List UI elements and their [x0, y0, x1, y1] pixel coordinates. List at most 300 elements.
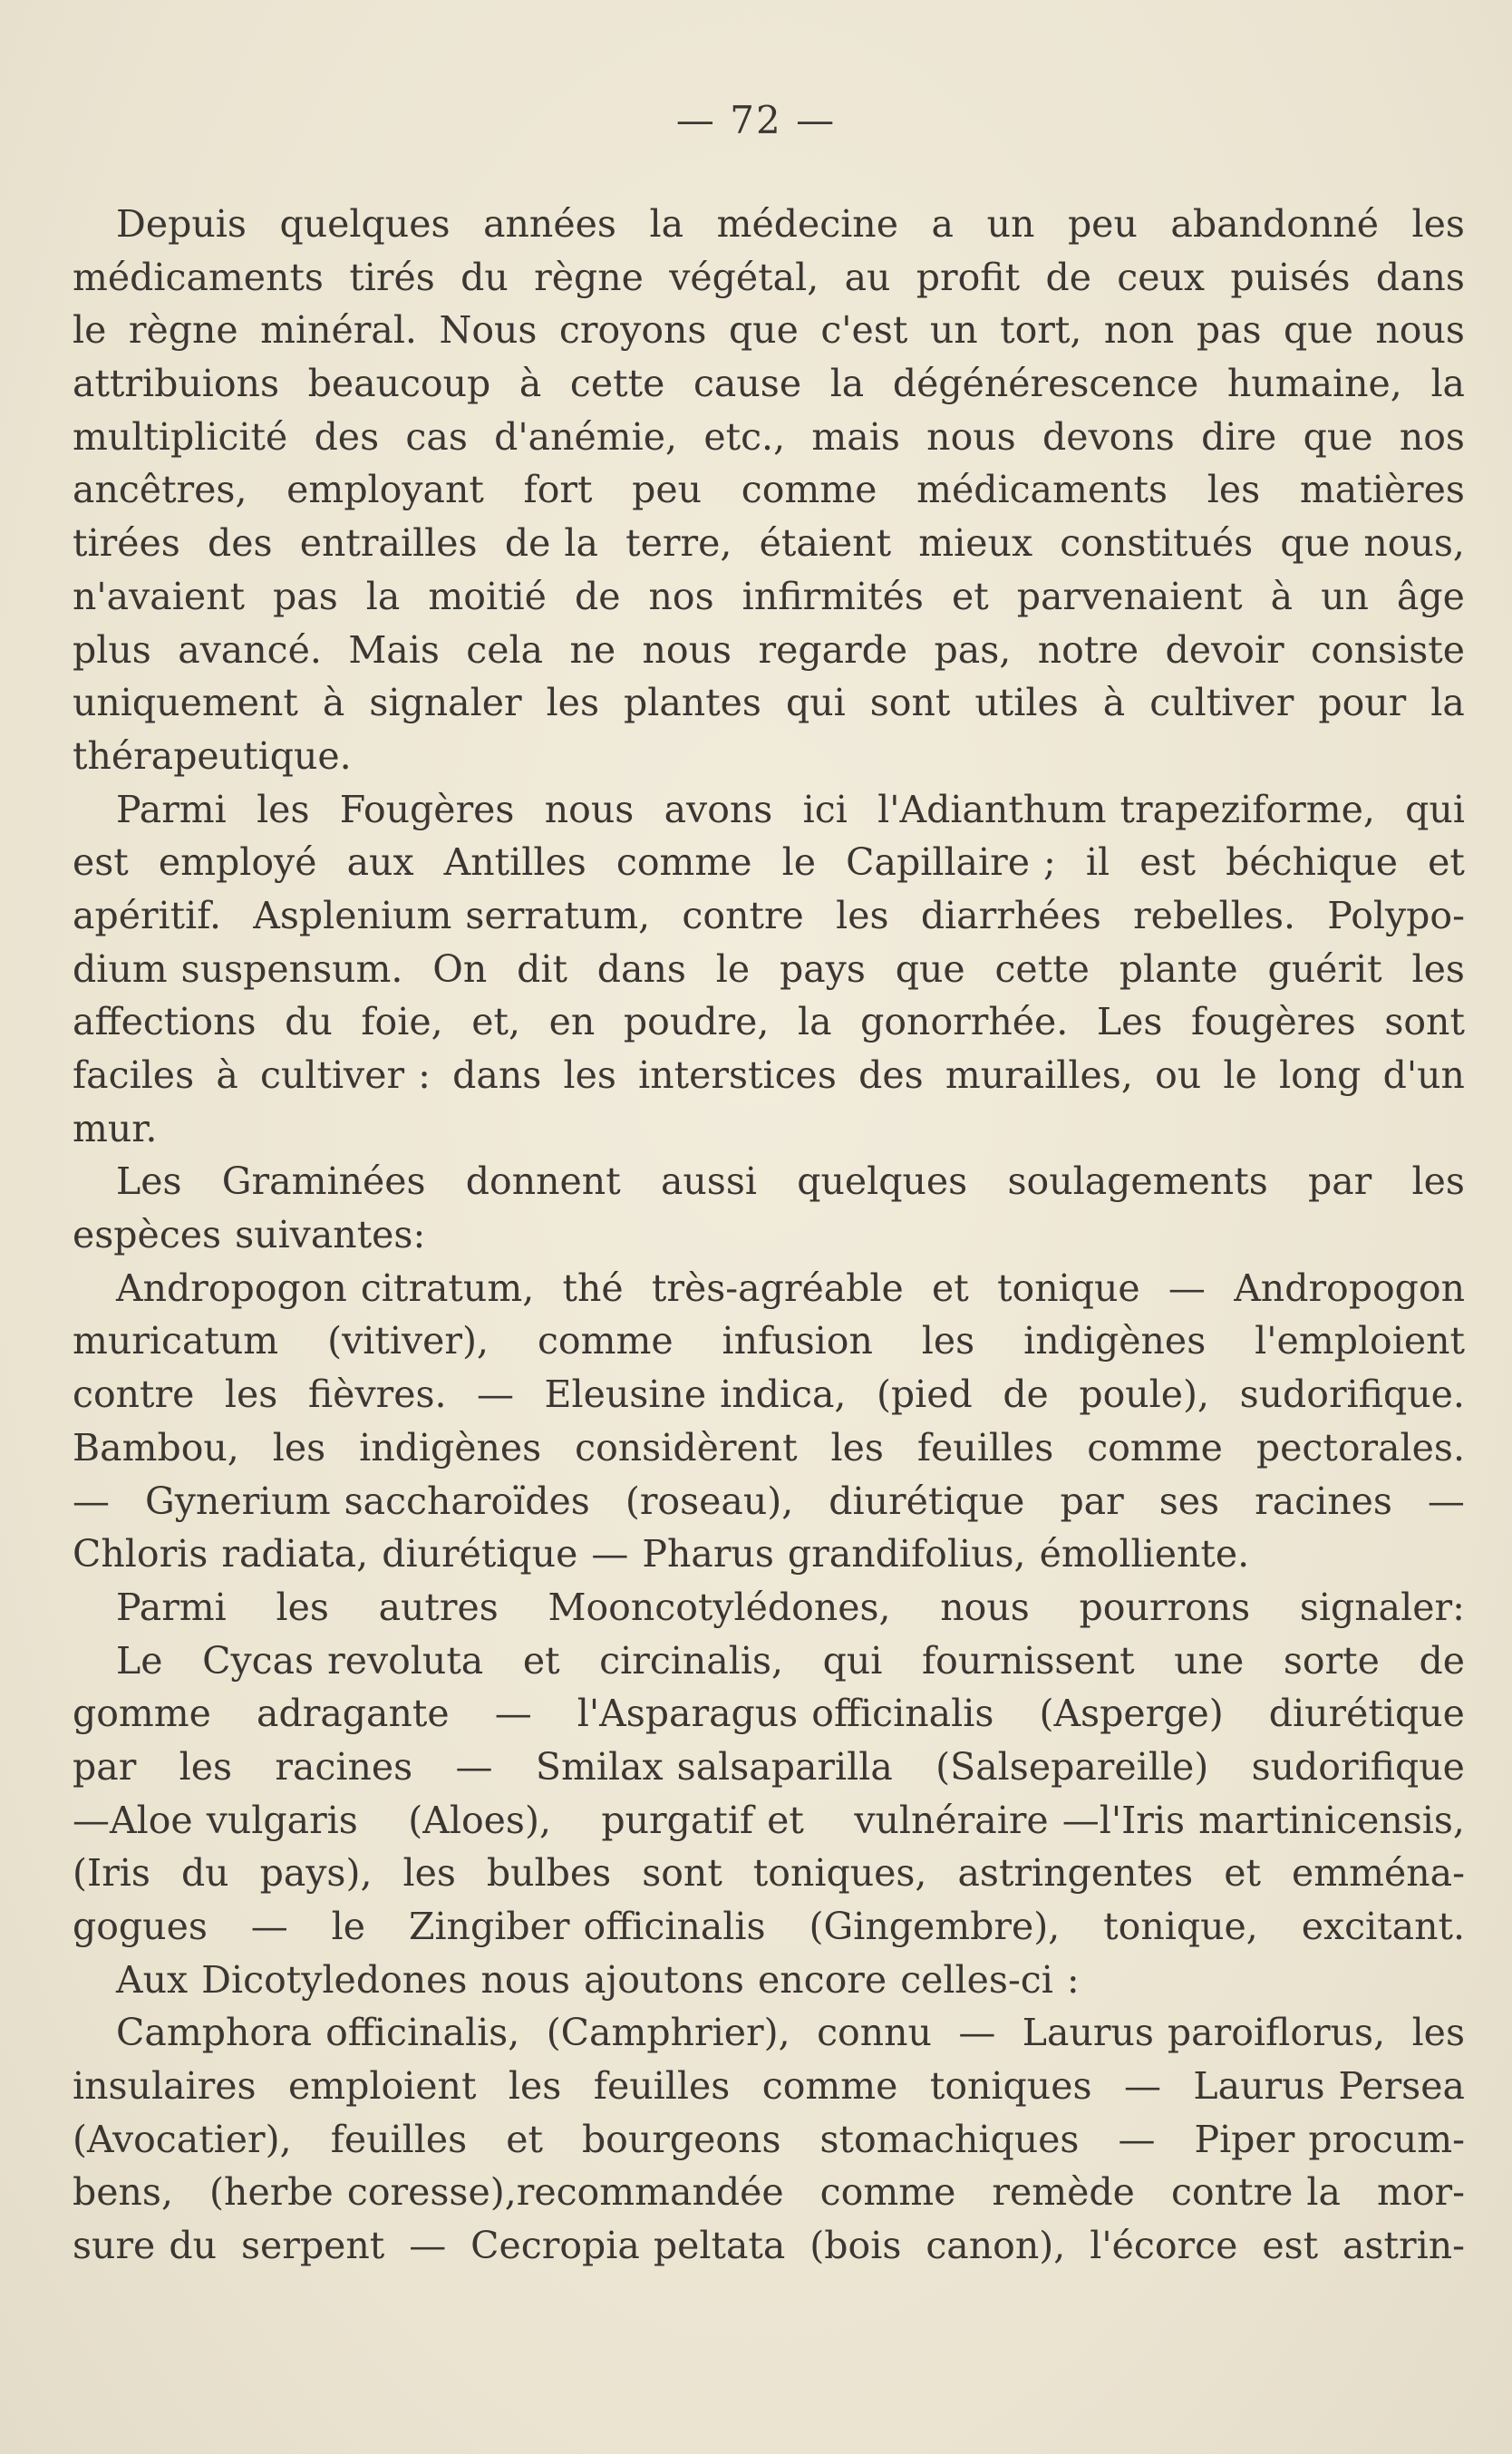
word: Camphora officinalis,: [116, 2011, 520, 2055]
word: sont: [869, 681, 951, 725]
word: —: [409, 2224, 447, 2268]
word: diurétique: [382, 1532, 592, 1576]
word: diurétique: [829, 1479, 1025, 1523]
word: c'est: [820, 308, 908, 353]
word: les: [830, 1425, 884, 1469]
word: astrin-: [1342, 2224, 1465, 2268]
word: bulbes: [486, 1851, 612, 1896]
word: les: [257, 787, 310, 831]
word: cette: [994, 946, 1090, 991]
word: comme: [1087, 1425, 1223, 1469]
word: Cecropia peltata: [470, 2224, 786, 2268]
text-line: [73, 1102, 1465, 1156]
word: du: [180, 1851, 229, 1896]
word: Zingiber officinalis: [408, 1905, 766, 1948]
word: les: [1411, 2011, 1465, 2055]
word: matières: [1299, 468, 1465, 512]
word: infusion: [722, 1319, 873, 1363]
word: cultiver: [1149, 681, 1294, 725]
word: Asplenium serratum,: [253, 893, 651, 937]
word: tonique: [997, 1266, 1140, 1310]
word: nous: [544, 787, 635, 831]
word: moitié: [428, 574, 547, 618]
word: le: [715, 946, 751, 991]
word: comme: [615, 840, 752, 885]
word: Smilax salsaparilla: [535, 1744, 893, 1789]
word: en: [548, 1000, 596, 1044]
word: diurétique: [1268, 1692, 1465, 1736]
text-line: [73, 836, 1465, 889]
word: Laurus Persea: [1193, 2064, 1465, 2109]
word: apéritif.: [73, 893, 221, 937]
word: cultiver :: [259, 1053, 431, 1097]
word: cas: [405, 414, 468, 459]
word: dans: [596, 946, 686, 991]
word: Andropogon: [1234, 1266, 1465, 1310]
word: (Camphrier),: [546, 2011, 790, 2055]
word: bens,: [73, 2170, 173, 2215]
word: ou: [1155, 1053, 1202, 1097]
text-line: [73, 1314, 1465, 1368]
text-line: [73, 1794, 1465, 1848]
word: muricatum: [73, 1319, 279, 1363]
word: fournissent: [921, 1638, 1135, 1683]
word: long: [1278, 1053, 1362, 1097]
word: l'écorce: [1090, 2224, 1238, 2268]
word: mieux: [918, 521, 1033, 566]
word: la: [1430, 681, 1465, 725]
word: ancêtres,: [73, 468, 247, 512]
word: nous: [926, 414, 1016, 459]
word: et: [951, 574, 989, 618]
word: cause: [693, 362, 802, 406]
word: insulaires: [73, 2064, 257, 2109]
text-line: [73, 2166, 1465, 2219]
word: celles-ci :: [900, 1957, 1080, 2002]
word: signaler: [369, 681, 522, 725]
word: canon),: [926, 2224, 1066, 2268]
word: Cycas revoluta: [202, 1638, 484, 1683]
word: non: [1103, 308, 1175, 353]
word: —: [494, 1692, 532, 1736]
word: par: [1060, 1479, 1124, 1523]
word: (Gingembre),: [809, 1905, 1061, 1948]
word: emploient: [288, 2064, 477, 2109]
word: autres: [378, 1585, 499, 1629]
word: ceux: [1117, 255, 1206, 299]
word: mur.: [73, 1106, 158, 1150]
word: de: [1003, 1372, 1049, 1417]
word: sont: [642, 1851, 722, 1896]
word: les: [563, 1053, 616, 1097]
word: nous: [940, 1585, 1030, 1629]
word: humaine,: [1226, 362, 1402, 406]
text-line: [73, 1581, 1465, 1634]
word: que: [1303, 414, 1373, 459]
word: Mooncotylédones,: [548, 1585, 891, 1629]
word: Capillaire ;: [846, 840, 1056, 885]
text-line: [73, 889, 1465, 943]
word: Chloris radiata,: [73, 1532, 383, 1576]
word: comme: [761, 2064, 898, 2109]
word: Dicotyledones: [201, 1957, 481, 2002]
word: il: [1085, 840, 1110, 885]
word: de la: [504, 521, 598, 566]
text-line: [73, 411, 1465, 464]
word: que: [1284, 308, 1353, 353]
word: plante: [1119, 946, 1238, 991]
word: médicaments: [916, 468, 1168, 512]
word: contre: [682, 893, 804, 937]
word: murailles,: [945, 1053, 1133, 1097]
word: aussi: [660, 1159, 757, 1204]
word: et: [1224, 1851, 1261, 1896]
word: signaler:: [1299, 1585, 1465, 1629]
word: thé: [562, 1266, 624, 1310]
word: le: [73, 308, 107, 353]
word: Depuis: [116, 202, 247, 246]
word: toniques: [929, 2064, 1092, 2109]
word: que nous,: [1280, 521, 1465, 566]
word: (herbe coresse),recommandée: [209, 2170, 784, 2215]
word: tort,: [1000, 308, 1082, 353]
word: attribuions: [73, 362, 280, 406]
word: —Aloe vulgaris: [73, 1798, 358, 1842]
text-line: [73, 251, 1465, 305]
word: serpent: [240, 2224, 385, 2268]
word: interstices: [638, 1053, 837, 1097]
word: aux: [346, 840, 414, 885]
word: (roseau),: [625, 1479, 794, 1523]
word: racines: [1255, 1479, 1392, 1523]
word: les: [402, 1851, 456, 1896]
word: —: [250, 1905, 288, 1948]
word: feuilles: [593, 2064, 731, 2109]
word: un: [986, 202, 1035, 246]
word: la: [797, 1000, 832, 1044]
word: l'Adianthum trapeziforme,: [877, 787, 1375, 831]
word: à: [519, 362, 542, 406]
word: pays: [779, 946, 866, 991]
word: soulagements: [1007, 1159, 1268, 1204]
text-line: [73, 198, 1465, 251]
text-line: [73, 1475, 1465, 1528]
word: Andropogon citratum,: [116, 1266, 535, 1310]
word: de: [1419, 1638, 1465, 1683]
word: qui: [1405, 787, 1465, 831]
word: faciles: [73, 1053, 195, 1097]
text-line: [73, 304, 1465, 357]
word: dit: [517, 946, 567, 991]
word: à: [1270, 574, 1294, 618]
word: nos: [1399, 414, 1465, 459]
word: Graminées: [221, 1159, 426, 1204]
word: considèrent: [575, 1425, 798, 1469]
word: Eleusine indica,: [544, 1372, 847, 1417]
word: encore: [757, 1957, 901, 2002]
word: dégénérescence: [892, 362, 1199, 406]
word: Piper procum-: [1194, 2117, 1465, 2161]
word: pectorales.: [1255, 1425, 1465, 1469]
text-line: [73, 1208, 1465, 1262]
word: que: [728, 308, 799, 353]
word: pays),: [259, 1851, 373, 1896]
word: employant: [286, 468, 484, 512]
word: nous: [1375, 308, 1465, 353]
word: etc.,: [703, 414, 786, 459]
word: constitués: [1060, 521, 1254, 566]
word: devoir: [1165, 627, 1284, 672]
word: le: [331, 1905, 366, 1948]
word: que: [895, 946, 965, 991]
text-line: [73, 1847, 1465, 1900]
word: Nous: [439, 308, 538, 353]
word: des: [858, 1053, 924, 1097]
text-line: [73, 2060, 1465, 2113]
word: règne: [534, 255, 644, 299]
word: peu: [1067, 202, 1138, 246]
word: suivantes:: [235, 1213, 426, 1257]
word: devons: [1042, 414, 1175, 459]
word: (Salsepareille): [935, 1744, 1209, 1789]
word: pas,: [934, 627, 1012, 672]
word: les: [272, 1425, 326, 1469]
word: les: [1411, 946, 1465, 991]
word: sudorifique: [1251, 1744, 1465, 1789]
word: stomachiques: [819, 2117, 1080, 2161]
word: employé: [158, 840, 317, 885]
text-line: [73, 1741, 1465, 1794]
word: —: [455, 1744, 493, 1789]
word: tirées: [73, 521, 180, 566]
word: adragante: [257, 1692, 450, 1736]
word: peu: [632, 468, 703, 512]
text-line: [73, 1368, 1465, 1421]
word: âge: [1396, 574, 1465, 618]
text-line: [73, 1049, 1465, 1102]
word: un: [1321, 574, 1369, 618]
word: le: [1223, 1053, 1257, 1097]
text-line: [73, 2006, 1465, 2060]
word: avons: [664, 787, 773, 831]
word: l'Asparagus officinalis: [577, 1692, 994, 1736]
word: profit: [916, 255, 1021, 299]
word: On: [432, 946, 488, 991]
word: qui: [822, 1638, 883, 1683]
word: gomme: [73, 1692, 211, 1736]
word: feuilles: [916, 1425, 1054, 1469]
word: nous: [480, 1957, 585, 2002]
word: minéral.: [260, 308, 417, 353]
word: Mais: [348, 627, 440, 672]
word: Polypo-: [1327, 893, 1465, 937]
word: contre: [73, 1372, 195, 1417]
text-line: [73, 995, 1465, 1049]
word: n'avaient: [73, 574, 245, 618]
word: pour: [1318, 681, 1407, 725]
word: (Avocatier),: [73, 2117, 292, 2161]
word: guérit: [1267, 946, 1382, 991]
word: racines: [275, 1744, 413, 1789]
word: connu: [817, 2011, 932, 2055]
word: à: [1102, 681, 1126, 725]
word: du: [285, 1000, 333, 1044]
word: fièvres.: [307, 1372, 447, 1417]
page-number: — 72 —: [675, 98, 837, 142]
word: une: [1174, 1638, 1245, 1683]
word: notre: [1037, 627, 1139, 672]
text-line: [73, 730, 1465, 783]
text-line: [73, 1421, 1465, 1475]
word: de: [574, 574, 621, 618]
word: un: [929, 308, 978, 353]
text-line: [73, 943, 1465, 996]
word: astringentes: [957, 1851, 1194, 1896]
word: et: [932, 1266, 969, 1310]
word: par: [1307, 1159, 1372, 1204]
word: (pied: [876, 1372, 973, 1417]
word: indigènes: [359, 1425, 542, 1469]
text-line: [73, 1900, 1465, 1954]
word: cela: [466, 627, 544, 672]
word: étaient: [759, 521, 892, 566]
word: médecine: [716, 202, 898, 246]
word: affections: [73, 1000, 257, 1044]
word: Le: [116, 1638, 163, 1683]
word: Bambou,: [73, 1425, 239, 1469]
word: comme: [741, 468, 877, 512]
word: —: [1118, 2117, 1156, 2161]
word: diarrhées: [920, 893, 1101, 937]
text-line: [73, 1155, 1465, 1208]
word: sudorifique.: [1239, 1372, 1465, 1417]
word: gogues: [73, 1905, 208, 1948]
text-line: [73, 783, 1465, 837]
text-line: [73, 570, 1465, 624]
word: croyons: [558, 308, 707, 353]
word: rebelles.: [1133, 893, 1296, 937]
word: de: [1045, 255, 1091, 299]
word: et: [506, 2117, 543, 2161]
text-line: [73, 1687, 1465, 1741]
word: avancé.: [178, 627, 322, 672]
word: Parmi: [116, 787, 227, 831]
word: tonique,: [1103, 1905, 1258, 1948]
word: ne: [569, 627, 616, 672]
word: thérapeutique.: [73, 733, 352, 778]
word: mor-: [1376, 2170, 1465, 2215]
word: parvenaient: [1016, 574, 1243, 618]
word: emména-: [1291, 1851, 1465, 1896]
text-line: [73, 1954, 1465, 2007]
word: les: [1411, 1159, 1465, 1204]
word: plantes: [623, 681, 761, 725]
word: pas: [1196, 308, 1262, 353]
word: (bois: [809, 2224, 902, 2268]
word: puisés: [1230, 255, 1351, 299]
word: poudre,: [623, 1000, 770, 1044]
word: dium suspensum.: [73, 946, 403, 991]
word: règne: [128, 308, 238, 353]
word: Aux: [116, 1957, 202, 2002]
word: purgatif et: [601, 1798, 804, 1842]
word: donnent: [465, 1159, 621, 1204]
word: fort: [523, 468, 593, 512]
word: d'anémie,: [494, 414, 678, 459]
word: est: [73, 840, 129, 885]
text-line: [73, 357, 1465, 411]
word: d'un: [1382, 1053, 1465, 1097]
word: espèces: [73, 1213, 236, 1257]
word: —: [73, 1479, 110, 1523]
text-line: [73, 517, 1465, 570]
word: utiles: [974, 681, 1079, 725]
word: Parmi: [116, 1585, 227, 1629]
word: toniques,: [752, 1851, 927, 1896]
word: et: [1428, 840, 1465, 885]
word: nous: [642, 627, 732, 672]
word: (Aloes),: [408, 1798, 551, 1842]
word: pourrons: [1079, 1585, 1251, 1629]
word: est: [1139, 840, 1197, 885]
word: ajoutons: [584, 1957, 758, 2002]
word: tirés: [349, 255, 435, 299]
word: les: [1411, 202, 1465, 246]
word: les: [1207, 468, 1261, 512]
word: uniquement: [73, 681, 298, 725]
word: Antilles: [443, 840, 586, 885]
word: remède: [992, 2170, 1135, 2215]
word: du: [460, 255, 509, 299]
text-line: [73, 2113, 1465, 2167]
word: consiste: [1310, 627, 1465, 672]
word: des: [314, 414, 380, 459]
word: au: [844, 255, 891, 299]
word: Les: [116, 1159, 182, 1204]
word: —: [1427, 1479, 1465, 1523]
word: bourgeons: [581, 2117, 781, 2161]
word: médicaments: [73, 255, 324, 299]
word: Gynerium saccharoïdes: [145, 1479, 590, 1523]
word: à: [322, 681, 345, 725]
word: —: [591, 1532, 643, 1576]
word: infirmités: [741, 574, 924, 618]
word: beaucoup: [307, 362, 491, 406]
word: ses: [1158, 1479, 1220, 1523]
word: les: [508, 2064, 562, 2109]
word: abandonné: [1170, 202, 1379, 246]
word: béchique: [1226, 840, 1399, 885]
word: multiplicité: [73, 414, 288, 459]
word: la: [829, 362, 865, 406]
word: les: [836, 893, 889, 937]
word: dans: [452, 1053, 542, 1097]
word: sont: [1384, 1000, 1465, 1044]
word: végétal,: [669, 255, 819, 299]
word: l'emploient: [1255, 1319, 1465, 1363]
word: émolliente.: [1039, 1532, 1250, 1576]
word: Laurus paroiflorus,: [1022, 2011, 1386, 2055]
word: (Iris: [73, 1851, 150, 1896]
word: gonorrhée.: [860, 1000, 1069, 1044]
word: la: [365, 574, 401, 618]
word: terre,: [625, 521, 732, 566]
word: les: [921, 1319, 975, 1363]
word: quelques: [279, 202, 451, 246]
word: dans: [1375, 255, 1465, 299]
word: circinalis,: [599, 1638, 784, 1683]
word: foie,: [361, 1000, 443, 1044]
